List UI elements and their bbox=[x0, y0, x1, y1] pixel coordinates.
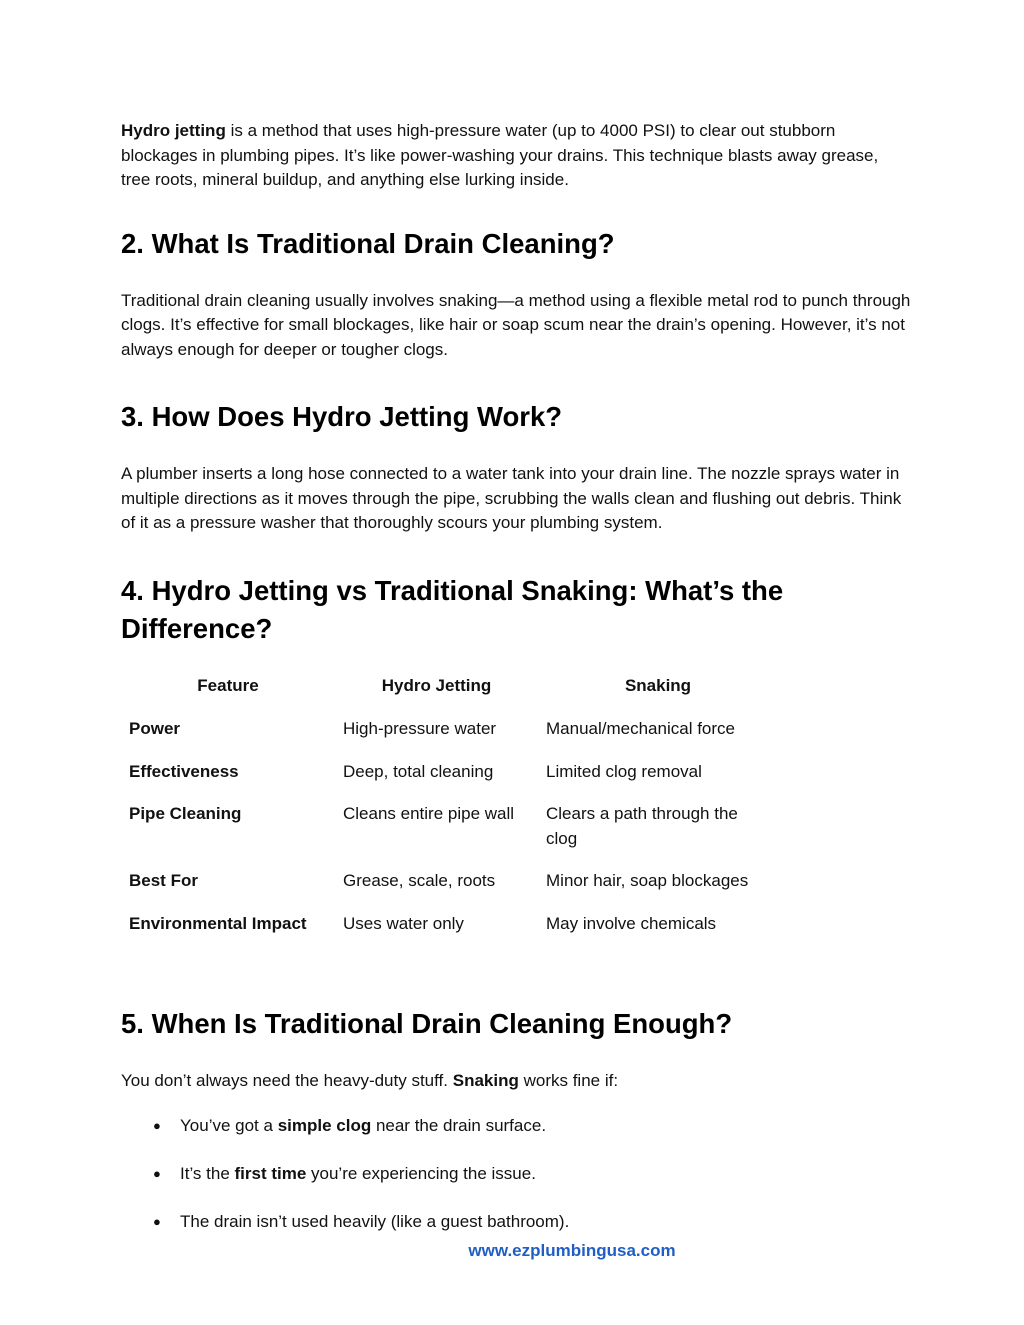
table-row bbox=[121, 793, 778, 860]
section-2-heading: 2. What Is Traditional Drain Cleaning? bbox=[121, 227, 615, 259]
table-header-feature: Feature bbox=[197, 675, 259, 695]
table-cell-hydro: Cleans entire pipe wall bbox=[343, 804, 515, 823]
table-cell-feature: Environmental Impact bbox=[129, 913, 307, 933]
table-cell-hydro: Grease, scale, roots bbox=[343, 871, 496, 890]
table-cell-hydro: Uses water only bbox=[343, 913, 464, 933]
section-5-intro bbox=[121, 1069, 911, 1094]
table-cell-hydro: Deep, total cleaning bbox=[343, 761, 494, 781]
table-cell-hydro: High-pressure water bbox=[343, 719, 497, 738]
list-item-post: you’re experiencing the issue. bbox=[306, 1163, 536, 1183]
table-row bbox=[121, 708, 778, 751]
table-cell-snaking: Minor hair, soap blockages bbox=[546, 871, 749, 890]
list-item-bold: first time bbox=[234, 1163, 307, 1183]
table-cell-snaking: Clears a path through the clog bbox=[546, 804, 738, 848]
section-2-body: Traditional drain cleaning usually involves snaking—a method using a flexible metal rod to punch through clogs. It’s effective for small blockages, like hair or soap scum near the drain’s opening. However, it’s not always enough for deeper or tougher clogs. bbox=[121, 290, 911, 359]
table-row bbox=[121, 860, 778, 903]
bullet-icon: ● bbox=[153, 1165, 161, 1181]
intro-paragraph bbox=[121, 119, 911, 193]
table-cell-feature: Power bbox=[129, 719, 181, 738]
section-4-heading: 4. Hydro Jetting vs Traditional Snaking: What’s the Difference? bbox=[121, 574, 784, 644]
table-cell-snaking: May involve chemicals bbox=[546, 913, 717, 933]
table-row bbox=[121, 903, 778, 946]
document-page bbox=[121, 119, 911, 1258]
list-item-bold: simple clog bbox=[277, 1115, 372, 1135]
section-5-intro-pre: You don’t always need the heavy-duty stuff. bbox=[121, 1071, 453, 1090]
comparison-table bbox=[121, 666, 778, 946]
section-5-intro-bold: Snaking bbox=[452, 1071, 519, 1090]
bullet-icon: ● bbox=[153, 1213, 161, 1229]
list-item-post: near the drain surface. bbox=[371, 1115, 547, 1135]
bullet-icon: ● bbox=[153, 1117, 161, 1133]
table-header-snaking: Snaking bbox=[624, 675, 692, 695]
intro-text: is a method that uses high-pressure water (up to 4000 PSI) to clear out stubborn blockages in plumbing pipes. It’s like power-washing your drains. This technique blasts away grease, tree roots, mineral buildup, and anything else lurking inside. bbox=[121, 121, 879, 189]
table-cell-snaking: Manual/mechanical force bbox=[546, 719, 735, 738]
table-header-hydro-jetting: Hydro Jetting bbox=[381, 675, 492, 695]
list-item-pre: The drain isn’t used heavily (like a guest bathroom). bbox=[180, 1211, 570, 1231]
table-cell-feature: Best For bbox=[129, 871, 198, 890]
table-cell-feature: Pipe Cleaning bbox=[129, 804, 242, 823]
list-item-pre: It’s the bbox=[180, 1163, 235, 1183]
list-item bbox=[121, 1210, 911, 1235]
section-3-body: A plumber inserts a long hose connected to a water tank into your drain line. The nozzle sprays water in multiple directions as it moves through the pipe, scrubbing the walls clean and flushing out debris. Think of it as a pressure washer that thoroughly scours your plumbing system. bbox=[121, 464, 902, 532]
table-header-row bbox=[121, 666, 778, 709]
table-cell-snaking: Limited clog removal bbox=[546, 761, 702, 781]
list-item-pre: You’ve got a bbox=[180, 1115, 278, 1135]
list-item bbox=[121, 1114, 911, 1139]
list-item bbox=[121, 1162, 911, 1187]
table-cell-feature: Effectiveness bbox=[129, 761, 239, 781]
bullet-list bbox=[121, 1114, 911, 1235]
footer-website-link[interactable]: www.ezplumbingusa.com bbox=[468, 1241, 676, 1260]
intro-bold-term: Hydro jetting bbox=[121, 121, 226, 140]
section-5-intro-post: works fine if: bbox=[518, 1071, 619, 1090]
section-5-heading: 5. When Is Traditional Drain Cleaning Enough? bbox=[121, 1008, 733, 1039]
table-row bbox=[121, 751, 778, 794]
section-3-heading: 3. How Does Hydro Jetting Work? bbox=[121, 401, 563, 432]
